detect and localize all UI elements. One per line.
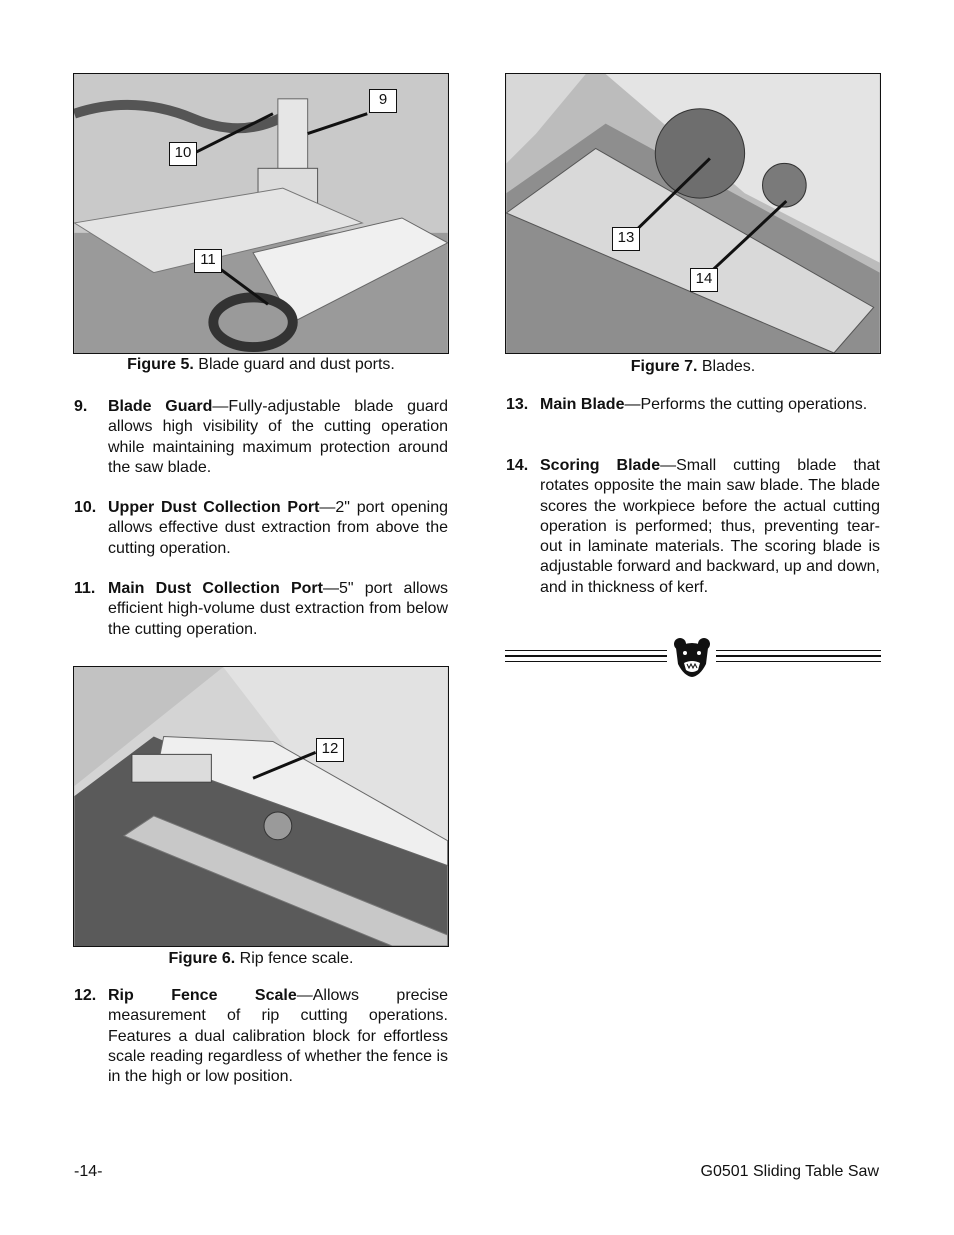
list-item-12 (74, 986, 448, 1087)
figure-6-caption (73, 950, 449, 968)
document-title: G0501 Sliding Table Saw (700, 1163, 879, 1180)
list-item-11 (74, 579, 448, 640)
item-text: —Performs the cutting operations. (624, 396, 868, 413)
figure-6-photo (74, 667, 448, 946)
item-title: Scoring Blade (540, 457, 661, 474)
callout-10: 10 (169, 142, 197, 166)
figure-7-label: Figure 7. (630, 358, 698, 375)
item-title: Rip Fence Scale (108, 987, 297, 1004)
list-item-10 (74, 498, 448, 559)
figure-5-caption (73, 356, 449, 374)
item-number: 13. (506, 396, 529, 413)
callout-11: 11 (194, 249, 222, 273)
item-number: 9. (74, 398, 88, 415)
page-number: -14- (74, 1163, 103, 1180)
figure-5-photo (74, 74, 448, 353)
item-number: 10. (74, 499, 97, 516)
list-item-14 (506, 456, 880, 598)
divider-line (716, 650, 881, 651)
divider-line (505, 661, 667, 662)
bear-head-icon (672, 636, 712, 678)
item-number: 11. (74, 580, 96, 597)
figure-6-caption-text: Rip fence scale. (235, 950, 354, 967)
figure-7-photo (506, 74, 880, 353)
item-title: Blade Guard (108, 398, 213, 415)
callout-14: 14 (690, 268, 718, 292)
figure-6-label: Figure 6. (168, 950, 236, 967)
list-item-13 (506, 395, 880, 415)
figure-5-label: Figure 5. (127, 356, 194, 373)
item-text: —Fully-adjustable blade guard allows high visibility of the cutting operation while maintaining maximum protection around the saw blade. (108, 398, 448, 476)
callout-13: 13 (612, 227, 640, 251)
figure-7-caption-text: Blades. (697, 358, 756, 375)
divider-line (505, 650, 667, 651)
item-number: 14. (506, 457, 529, 474)
divider-line (716, 655, 881, 657)
figure-5-image (73, 73, 449, 354)
item-title: Upper Dust Collection Port (108, 499, 320, 516)
item-title: Main Blade (540, 396, 625, 413)
item-text: —5" port allows efficient high-volume dust extraction from below the cutting operation. (108, 580, 448, 638)
item-title: Main Dust Collection Port (108, 580, 323, 597)
figure-7-image (505, 73, 881, 354)
item-text: —2" port opening allows effective dust extraction from above the cutting operation. (108, 499, 448, 557)
callout-12: 12 (316, 738, 344, 762)
item-text: —Allows precise measurement of rip cutting operations. Features a dual calibration block for effortless scale reading regardless of whether the fence is in the high or low position. (108, 987, 448, 1086)
divider-line (505, 655, 667, 657)
item-text: —Small cutting blade that rotates opposite the main saw blade. The blade scores the workpiece before the actual cutting operation is performed; thus, preventing tear-out in laminate materials. The scoring blade is adjustable forward and backward, up and down, and in thickness of kerf. (540, 457, 880, 596)
callout-9: 9 (369, 89, 397, 113)
list-item-9 (74, 397, 448, 478)
item-number: 12. (74, 987, 97, 1004)
figure-5-caption-text: Blade guard and dust ports. (193, 356, 395, 373)
divider-line (716, 661, 881, 662)
figure-6-image (73, 666, 449, 947)
figure-7-caption (505, 358, 881, 376)
